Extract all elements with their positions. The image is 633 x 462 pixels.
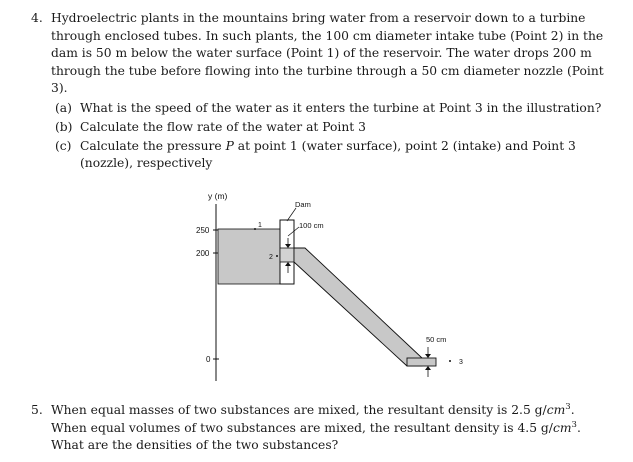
part-c-text-before: Calculate the pressure xyxy=(80,138,226,153)
problem-5 xyxy=(0,402,633,455)
dam-label: Dam xyxy=(295,200,311,209)
problem-4 xyxy=(0,10,633,174)
unit-1-base: cm xyxy=(546,403,566,417)
problem-5-text-2: . When equal volumes of two substances are mixed, the resultant density is 4.5 g/ xyxy=(51,403,575,435)
part-c xyxy=(0,138,633,173)
pressure-variable: P xyxy=(225,138,234,153)
part-b-label: (b) xyxy=(55,119,73,134)
part-b xyxy=(0,119,633,137)
y-axis-label: y (m) xyxy=(208,191,228,201)
part-a xyxy=(0,100,633,118)
tick-label-250: 250 xyxy=(196,226,210,235)
nozzle-arrowhead-top xyxy=(425,354,431,358)
problem-4-statement xyxy=(0,10,633,98)
tick-label-200: 200 xyxy=(196,249,210,258)
part-c-label: (c) xyxy=(55,138,72,153)
part-a-text: What is the speed of the water as it enters the turbine at Point 3 in the illustration? xyxy=(80,100,602,115)
nozzle xyxy=(407,358,436,366)
penstock-tube xyxy=(294,248,422,366)
point-1-dot xyxy=(254,228,256,230)
problem-5-text-3: . What are the densities of the two substances? xyxy=(51,420,581,452)
problem-5-text-1: When equal masses of two substances are mixed, the resultant density is 2.5 g/ xyxy=(51,403,547,417)
problem-4-number: 4. xyxy=(31,11,43,25)
problem-5-number: 5. xyxy=(31,403,43,417)
point-2-label: 2 xyxy=(269,254,273,261)
problem-4-text: Hydroelectric plants in the mountains bring water from a reservoir down to a turbine through enclosed tubes. In such plants, the 100 cm diameter intake tube (Point 2) in the dam is 50 m below the water surface (Point 1) of the reservoir. The water drops 200 m through the tube before flowing into the turbine through a 50 cm diameter nozzle (Point 3). xyxy=(51,11,604,95)
nozzle-diameter-label: 50 cm xyxy=(426,335,447,344)
intake-tube xyxy=(280,248,294,262)
point-1-label: 1 xyxy=(258,222,262,229)
point-3-dot xyxy=(449,360,451,362)
part-c-text-after: at point 1 (water surface), point 2 (intake) and Point 3 (nozzle), respectively xyxy=(80,138,576,170)
point-3-label: 3 xyxy=(459,359,463,366)
hydroelectric-diagram xyxy=(185,186,485,382)
point-2-dot xyxy=(276,255,278,257)
part-a-label: (a) xyxy=(55,100,72,115)
unit-1-exponent: 3 xyxy=(565,401,571,412)
dam-pointer xyxy=(287,208,296,221)
nozzle-arrowhead-bottom xyxy=(425,366,431,370)
unit-2-base: cm xyxy=(552,420,572,435)
intake-diameter-label: 100 cm xyxy=(299,221,324,230)
tick-label-0: 0 xyxy=(206,355,211,364)
problem-4-parts xyxy=(0,100,633,173)
unit-2-exponent: 3 xyxy=(571,419,577,430)
problem-5-statement xyxy=(0,402,633,455)
part-b-text: Calculate the flow rate of the water at Point 3 xyxy=(80,119,366,134)
